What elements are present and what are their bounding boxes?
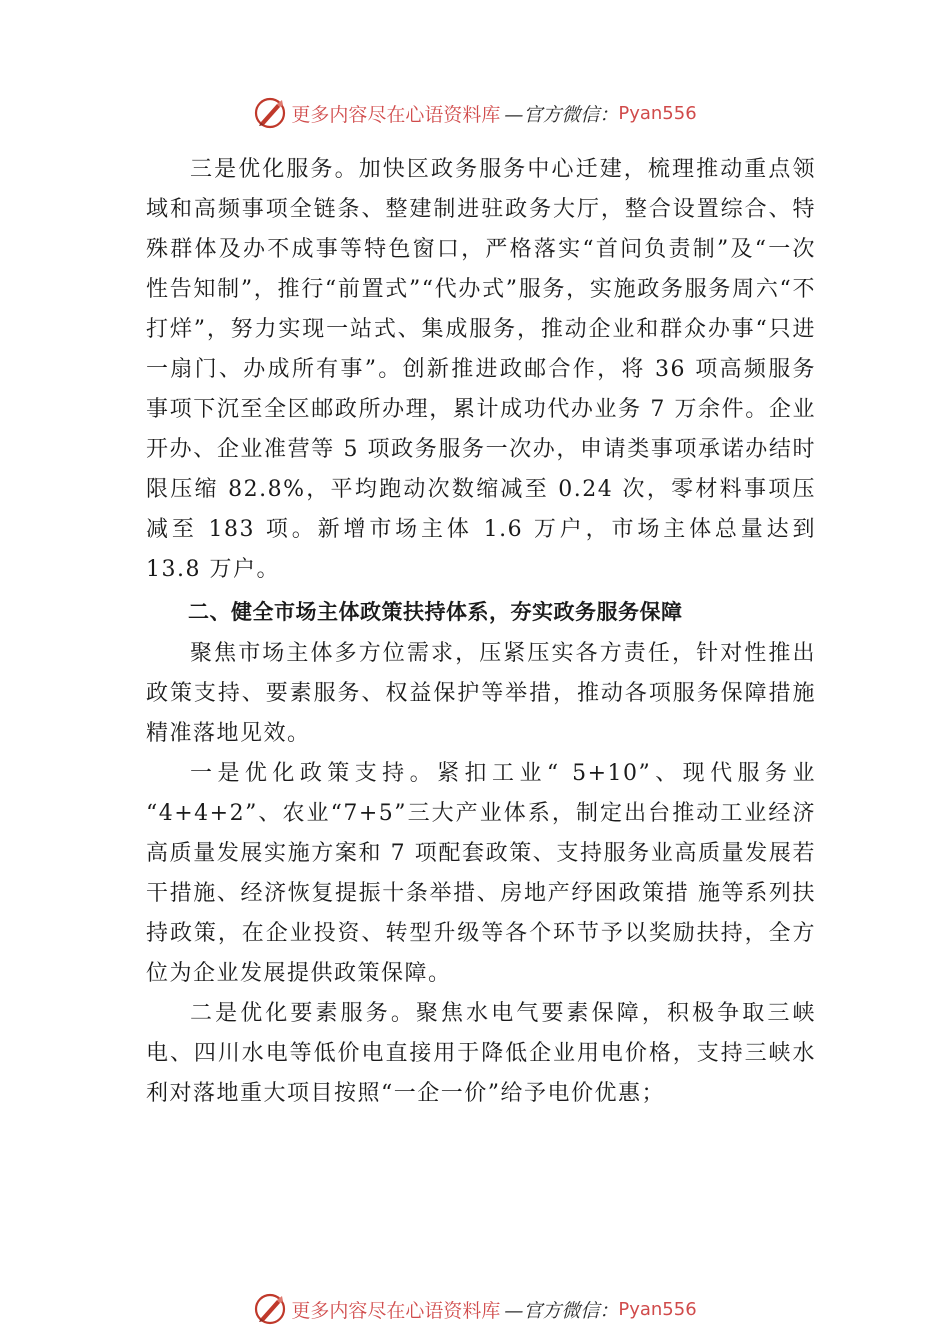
watermark-wechat-label: —官方微信： (504, 1299, 619, 1322)
paragraph-optimize-service: 三是优化服务。加快区政务服务中心迁建，梳理推动重点领域和高频事项全链条、整建制进驻政务大厅，整合设置综合、特殊群体及办不成事等特色窗口，严格落实“首问负责制”及“一次性告知制”，推行“前置式”“代办式”服务，实施政务服务周六“不打烊”，努力实现一站式、集成服务，推动企业和群众办事“只进一扇门、办成所有事”。创新推进政邮合作，将 36 项高频服务事项下沉至全区邮政所办理，累计成功代办业务 7 万余件。企业开办、企业准营等 5 项政务服务一次办，申请类事项承诺办结时限压缩 82.8%，平均跑动次数缩减至 0.24 次，零材料事项压减至 183 项。新增市场主体 1.6 万户，市场主体总量达到 13.8 万户。 (146, 157, 816, 582)
section-heading-2: 二、健全市场主体政策扶持体系，夯实政务服务保障 (188, 600, 683, 624)
watermark-wechat-id: Pyan556 (618, 102, 697, 124)
document-body (146, 150, 816, 1114)
watermark-wechat-label: —官方微信： (504, 103, 619, 126)
watermark-site-text: 更多内容尽在心语资料库 (291, 103, 501, 126)
paragraph-policy-support: 一是优化政策支持。紧扣工业“ 5+10”、现代服务业 “4+4+2”、农业“7+5”三大产业体系，制定出台推动工业经济高质量发展实施方案和 7 项配套政策、支持服务业高质量发展若干措施、经济恢复提振十条举措、房地产纾困政策措 施等系列扶持政策，在企业投资、转型升级等各个环节予以奖励扶持，全方位为企业发展提供政策保障。 (146, 761, 816, 986)
watermark-wechat-id: Pyan556 (618, 1298, 697, 1320)
header-watermark (0, 96, 950, 130)
paragraph-factor-service: 二是优化要素服务。聚焦水电气要素保障，积极争取三峡电、四川水电等低价电直接用于降低企业用电价格，支持三峡水利对落地重大项目按照“一企一价”给予电价优惠； (146, 1001, 816, 1106)
footer-watermark (0, 1292, 950, 1326)
quill-pen-logo-icon (253, 96, 287, 130)
quill-pen-logo-icon (253, 1292, 287, 1326)
paragraph-section-intro: 聚焦市场主体多方位需求，压紧压实各方责任，针对性推出政策支持、要素服务、权益保护等举措，推动各项服务保障措施精准落地见效。 (146, 641, 816, 746)
watermark-site-text: 更多内容尽在心语资料库 (291, 1299, 501, 1322)
